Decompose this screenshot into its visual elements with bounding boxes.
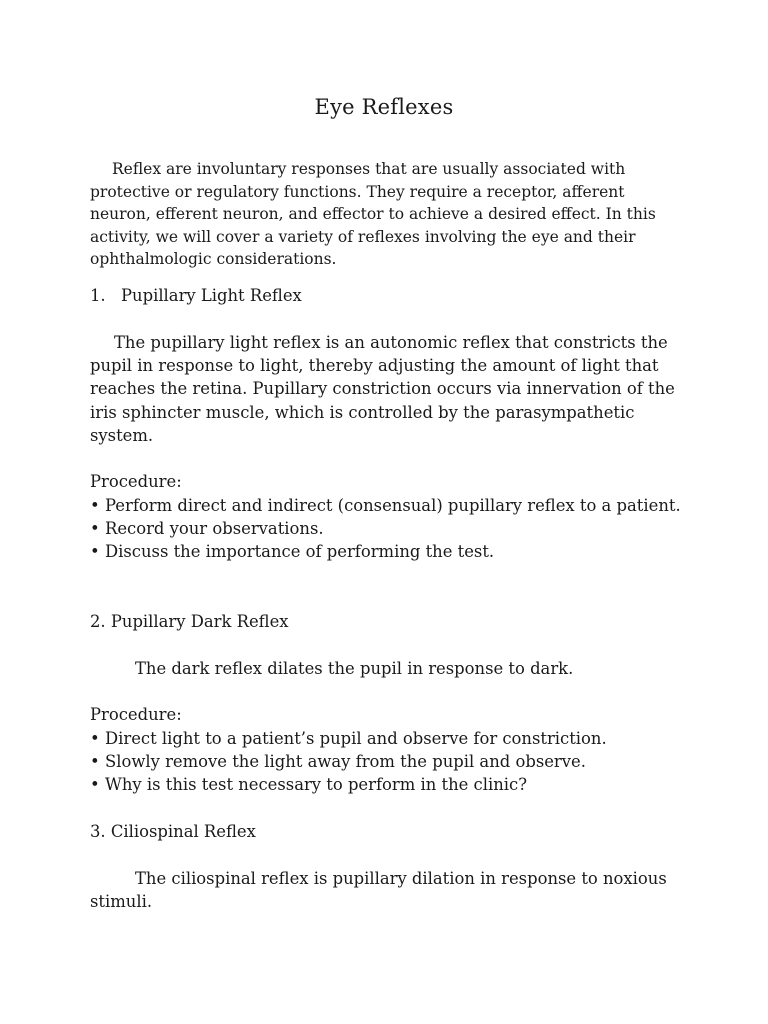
section-1-procedure-list: [90, 494, 690, 564]
bullet-icon: •: [90, 752, 100, 772]
intro-paragraph: Reflex are involuntary responses that are usually associated with protective or regulatory functions. They require a receptor, afferent neuron, efferent neuron, and effector to achieve a desired effect. In this activity, we will cover a variety of reflexes involving the eye and their ophthalmologic considerations.: [90, 160, 656, 268]
section-2-description: The dark reflex dilates the pupil in response to dark.: [135, 659, 574, 678]
section-3-number: 3.: [90, 822, 106, 841]
section-2-heading: [90, 610, 690, 633]
section-1-number: 1.: [90, 286, 106, 305]
list-item: • Direct light to a patient’s pupil and observe for constriction.: [90, 727, 690, 750]
section-2-procedure-label: Procedure:: [90, 705, 182, 724]
section-1-heading: [90, 284, 690, 307]
section-2-procedure-list: [90, 727, 690, 797]
list-item: • Discuss the importance of performing the test.: [90, 540, 690, 563]
section-3-heading: [90, 820, 690, 843]
section-1-description: The pupillary light reflex is an autonomic reflex that constricts the pupil in response to light, thereby adjusting the amount of light that reaches the retina. Pupillary constriction occurs via innervation of the iris sphincter muscle, which is controlled by the parasympathetic system.: [90, 333, 675, 445]
section-2-number: 2.: [90, 612, 106, 631]
section-1-title: Pupillary Light Reflex: [121, 286, 302, 305]
section-3-title: Ciliospinal Reflex: [110, 822, 256, 841]
list-item: • Why is this test necessary to perform in the clinic?: [90, 773, 690, 796]
bullet-icon: •: [90, 519, 100, 539]
bullet-icon: •: [90, 496, 100, 515]
list-item: • Perform direct and indirect (consensual) pupillary reflex to a patient.: [90, 494, 690, 517]
list-item: • Slowly remove the light away from the pupil and observe.: [90, 750, 690, 773]
document-title: Eye Reflexes: [314, 95, 454, 119]
list-item: • Record your observations.: [90, 517, 690, 540]
section-3-description: The ciliospinal reflex is pupillary dilation in response to noxious stimuli.: [90, 869, 667, 912]
bullet-icon: •: [90, 729, 100, 748]
bullet-icon: •: [90, 542, 100, 562]
section-1-procedure-label: Procedure:: [90, 472, 182, 491]
section-2-title: Pupillary Dark Reflex: [110, 612, 289, 631]
bullet-icon: •: [90, 775, 100, 795]
